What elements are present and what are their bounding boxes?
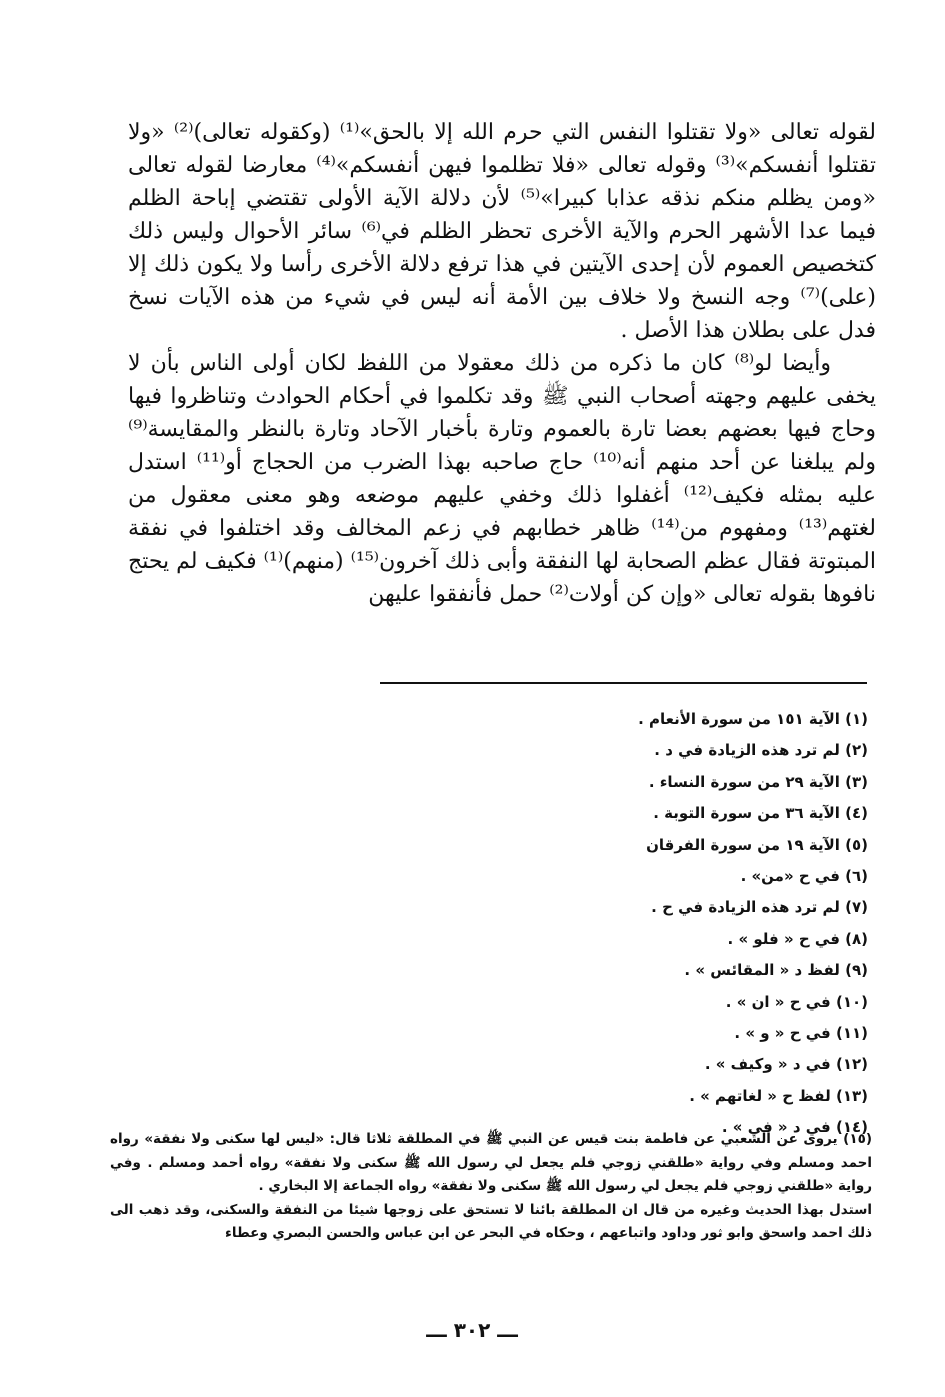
footnote-6: (٦) في ح «من» . [740,867,868,886]
footnote-15 [110,1128,872,1246]
footnote-7: (٧) لم ترد هذه الزيادة في ح . [651,898,868,917]
footnote-14: (١٤) في د « في » . [721,1118,868,1137]
page-number: ـــ ٣٠٢ ـــ [426,1318,518,1342]
footnote-12: (١٢) في د « وكيف » . [704,1055,868,1074]
footnotes-list [168,704,868,1144]
footnote-15-commentary: استدل بهذا الحديث وغيره من قال ان المطلقة بائنا لا تستحق على زوجها شيئا من النفقة والسكنى، وقد ذهب الى ذلك احمد واسحق وابو ثور وداود واتباعهم ، وحكاه في البحر عن ابن عباس والحسن البصري وعطاء [110,1201,872,1241]
footnote-1: (١) الآية ١٥١ من سورة الأنعام . [638,710,868,728]
footnote-11: (١١) في ح « و » . [734,1024,868,1043]
footnote-3: (٣) الآية ٢٩ من سورة النساء . [648,772,868,791]
footnote-10: (١٠) في ح « ان » . [725,992,868,1011]
footnote-9: (٩) لفظ د « المقائس » . [684,961,868,980]
footnote-divider [380,682,867,684]
footnote-15-text: (١٥) يروى عن الشعبي عن فاطمة بنت قيس عن النبي ﷺ في المطلقة ثلاثا قال: «ليس لها سكنى ولا نفقة» رواه احمد ومسلم وفي رواية «طلقني زوجي فلم يجعل لي رسول الله ﷺ سكنى ولا نفقة» رواه أحمد ومسلم . وفي رواية «طلقني زوجي فلم يجعل لي رسول الله ﷺ سكنى ولا نفقة» رواه الجماعة إلا البخاري . [110,1131,872,1194]
footnote-5: (٥) الآية ١٩ من سورة الفرقان [646,835,868,854]
footnote-2: (٢) لم ترد هذه الزيادة في د . [654,741,868,760]
footnote-4: (٤) الآية ٣٦ من سورة التوبة . [653,804,868,823]
footnote-8: (٨) في ح « فلو » . [727,929,868,948]
body-paragraph-1: لقوله تعالى «ولا تقتلوا النفس التي حرم الله إلا بالحق»⁽¹⁾ (وكقوله تعالى)⁽²⁾ «ولا تقتلوا أنفسكم»⁽³⁾ وقوله تعالى «فلا تظلموا فيهن أنفسكم»⁽⁴⁾ معارضا لقوله تعالى «ومن يظلم منكم نذقه عذابا كبيرا»⁽⁵⁾ لأن دلالة الآية الأولى تقتضي إباحة الظلم فيما عدا الأشهر الحرم والآية الأخرى تحظر الظلم في⁽⁶⁾ سائر الأحوال وليس ذلك كتخصيص العموم لأن إحدى الآيتين في هذا ترفع دلالة الأخرى رأسا ولا يكون ذلك إلا (على)⁽⁷⁾ وجه النسخ ولا خلاف بين الأمة أنه ليس في شيء من هذه الآيات نسخ فدل على بطلان هذا الأصل . [128,120,877,343]
main-text [128,116,876,611]
footnote-13: (١٣) لفظ ح « لغاتهم » . [689,1086,868,1105]
body-paragraph-2: وأيضا لو⁽⁸⁾ كان ما ذكره من ذلك معقولا من اللفظ لكان أولى الناس بأن لا يخفى عليهم وجهته أصحاب النبي ﷺ وقد تكلموا في أحكام الحوادث وتناظروا فيها وحاج فيها بعضهم بعضا تارة بالعموم وتارة بأخبار الآحاد وتارة بالنظر والمقايسة⁽⁹⁾ ولم يبلغنا عن أحد منهم أنه⁽¹⁰⁾ حاج صاحبه بهذا الضرب من الحجاج أو⁽¹¹⁾ استدل عليه بمثله فكيف⁽¹²⁾ أغفلوا ذلك وخفي عليهم موضعه وهو معنى معقول من لغتهم⁽¹³⁾ ومفهوم من⁽¹⁴⁾ ظاهر خطابهم في زعم المخالف وقد اختلفوا في نفقة المبتوتة فقال عظم الصحابة لها النفقة وأبى ذلك آخرون⁽¹⁵⁾ (منهم)⁽¹⁾ فكيف لم يحتج نافوها بقوله تعالى «وإن كن أولات⁽²⁾ حمل فأنفقوا عليهن [128,351,876,607]
